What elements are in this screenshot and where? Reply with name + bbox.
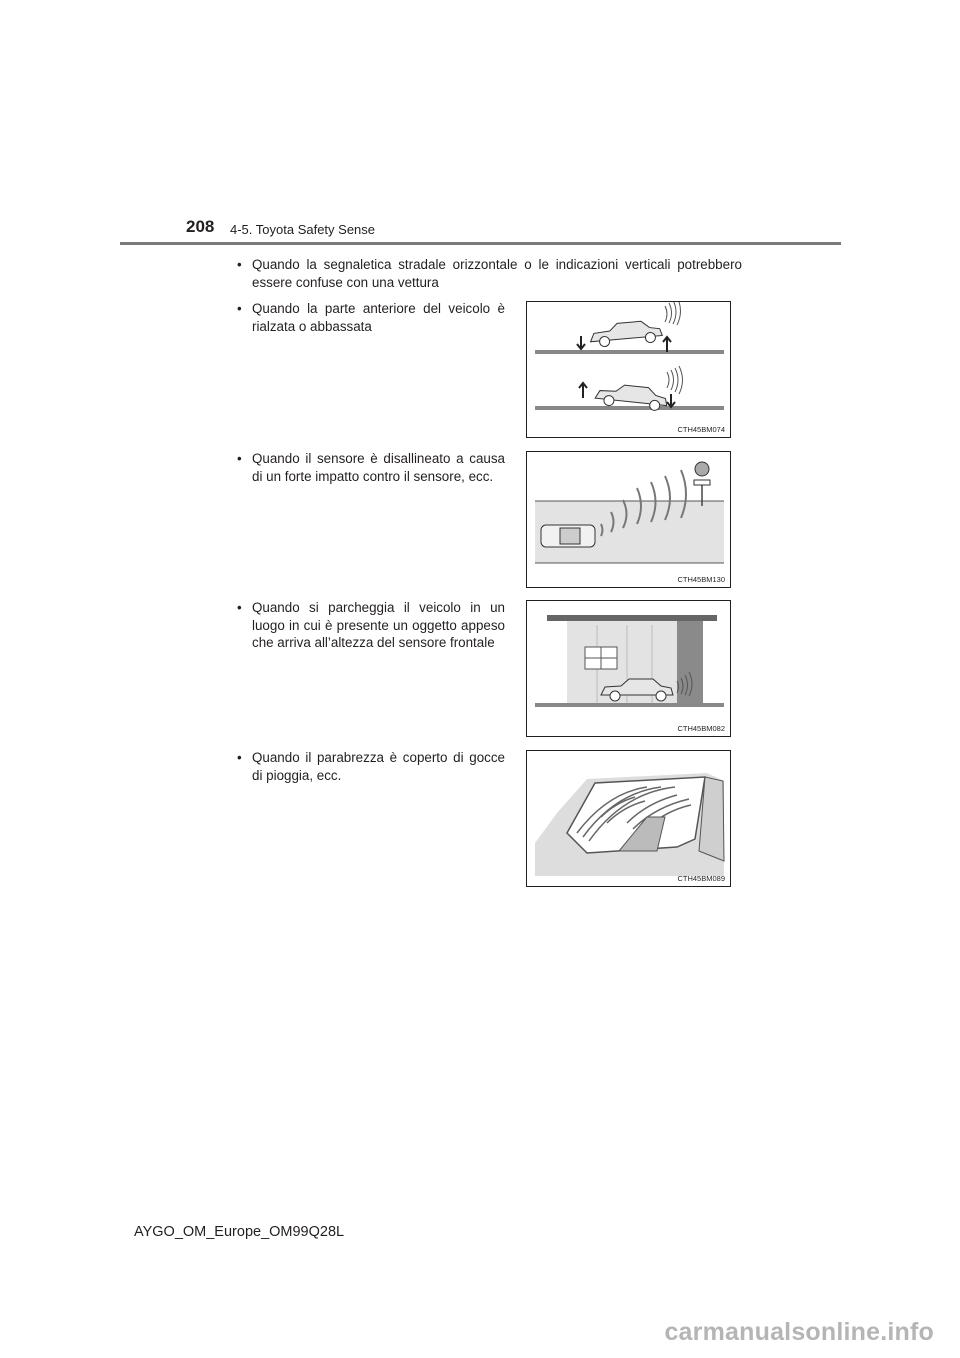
figure-code: CTH45BM082	[677, 724, 725, 733]
bullet-dot: •	[237, 600, 242, 615]
watermark: carmanualsonline.info	[664, 1318, 934, 1346]
footer-doc-id: AYGO_OM_Europe_OM99Q28L	[134, 1224, 345, 1240]
road-sign-icon	[694, 462, 710, 506]
arrow-down-icon	[667, 394, 675, 407]
figure-code: CTH45BM074	[677, 425, 725, 434]
figure-windshield-rain	[526, 750, 731, 887]
figure-vehicle-pitch	[526, 301, 731, 438]
bullet-item	[237, 300, 505, 335]
bullet-text: Quando la parte anteriore del veicolo è rialzata o abbassata	[252, 301, 505, 334]
figure-hanging-object	[526, 600, 731, 737]
bullet-dot: •	[237, 451, 242, 466]
bullet-item	[237, 450, 505, 485]
section-title: 4-5. Toyota Safety Sense	[230, 222, 376, 237]
figure-sensor-misaligned	[526, 451, 731, 588]
windshield-illustration	[527, 751, 732, 888]
figure-code: CTH45BM089	[677, 874, 725, 883]
car-icon	[589, 320, 663, 348]
bullet-text: Quando il sensore è disallineato a causa di un forte impatto contro il sensore, ecc.	[252, 451, 505, 484]
garage-illustration	[527, 601, 732, 738]
bullet-item	[237, 749, 505, 784]
arrow-up-icon	[663, 337, 671, 352]
bullet-dot: •	[237, 301, 242, 316]
bullet-text: Quando il parabrezza è coperto di gocce di pioggia, ecc.	[252, 750, 505, 783]
car-topview-icon	[541, 525, 595, 547]
bullet-item	[237, 599, 505, 652]
arrow-up-icon	[579, 383, 587, 398]
vehicle-pitch-illustration	[527, 302, 732, 439]
figure-code: CTH45BM130	[677, 575, 725, 584]
bullet-dot: •	[237, 257, 242, 272]
page-number: 208	[186, 217, 215, 236]
bullet-text: Quando la segnaletica stradale orizzontale o le indicazioni verticali potrebbero essere confuse con una vettura	[252, 257, 742, 290]
waves-icon	[665, 302, 681, 325]
header-rule	[120, 242, 841, 245]
arrow-down-icon	[577, 336, 585, 349]
sensor-misaligned-illustration	[527, 452, 732, 589]
bullet-text: Quando si parcheggia il veicolo in un luogo in cui è presente un oggetto appeso che arriva all’altezza del sensore frontale	[252, 600, 505, 650]
bullet-item	[237, 256, 742, 291]
bullet-dot: •	[237, 750, 242, 765]
